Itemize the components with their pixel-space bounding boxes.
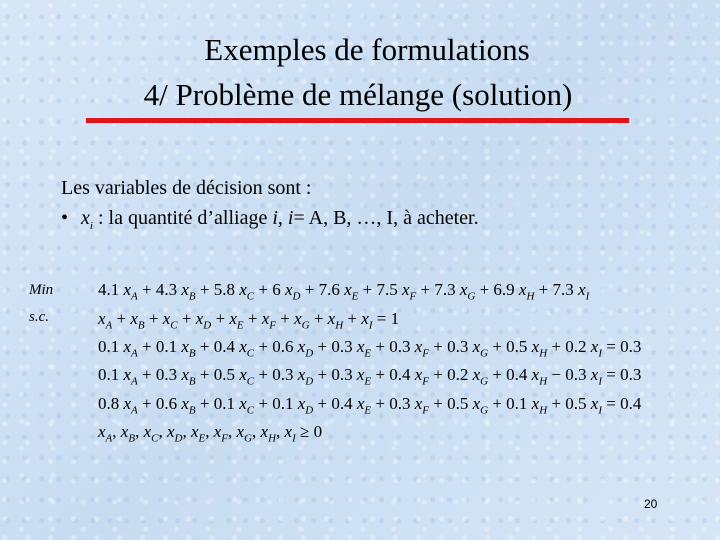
bullet-decision-variables [61, 206, 479, 238]
index-i-1: i [272, 207, 278, 229]
title-underline [86, 118, 629, 123]
sc-label: s.c. [29, 309, 49, 325]
nonnegativity: $x_A$, $x_B$, $x_C$, $x_D$, $x_E$, $x_F$, $x_G$, $x_H$, $x_I \ge 0$ [98, 422, 323, 445]
constraint-2: 0.1 $x_A + 0.3$ $x_B + 0.5$ $x_C + 0.3$ $x_D + 0.3$ $x_E + 0.4$ $x_F + 0.2$ $x_G + 0.4$ $x_H - 0.3$ $x_I = 0.3$ [98, 365, 642, 388]
index-i-2: i [287, 207, 294, 229]
variable-x: x [81, 207, 90, 229]
page-number: 20 [644, 497, 658, 511]
constraint-sum: $x_A + x_B + x_C + x_D + x_E + x_F + x_G + x_H + x_I = 1$ [98, 309, 400, 332]
constraint-3: 0.8 $x_A + 0.6$ $x_B + 0.1$ $x_C + 0.1$ $x_D + 0.4$ $x_E + 0.3$ $x_F + 0.5$ $x_G + 0.1$ $x_H + 0.5$ $x_I = 0.4$ [98, 394, 642, 417]
bullet-text-b: = A, B, …, I, à acheter. [293, 207, 479, 229]
slide-title-line1: Exemples de formulations [204, 32, 530, 67]
objective-function: 4.1 $x_A + 4.3$ $x_B + 5.8$ $x_C + 6$ $x_D + 7.6$ $x_E + 7.5$ $x_F + 7.3$ $x_G + 6.9$ $x_H + 7.3$ $x_I$ [98, 280, 590, 303]
bullet-text-a: : la quantité d’alliage [92, 207, 273, 229]
intro-text: Les variables de décision sont : [61, 177, 312, 199]
bullet-sep: , [277, 207, 288, 229]
bullet-symbol: • [61, 207, 69, 229]
variable-subscript: i [89, 220, 93, 232]
constraint-1: 0.1 $x_A + 0.1$ $x_B + 0.4$ $x_C + 0.6$ $x_D + 0.3$ $x_E + 0.3$ $x_F + 0.3$ $x_G + 0.5$ $x_H + 0.2$ $x_I = 0.3$ [98, 337, 642, 360]
min-label: Min [29, 282, 54, 298]
slide-title-line2: 4/ Problème de mélange (solution) [143, 77, 573, 112]
